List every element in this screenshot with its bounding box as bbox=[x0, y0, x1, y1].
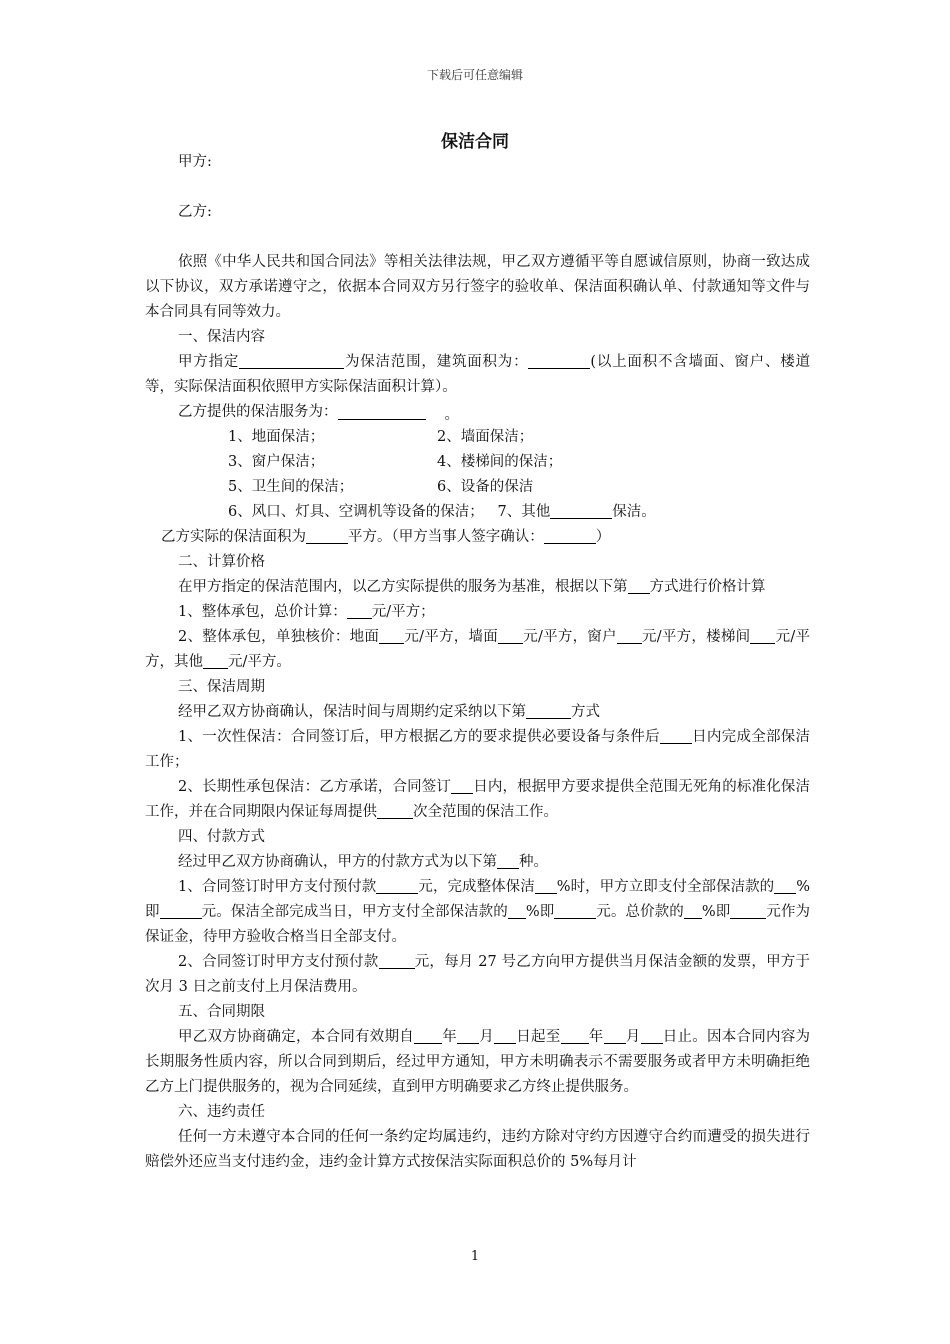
blank-field[interactable] bbox=[306, 527, 348, 544]
cycle-option-1: 1、一次性保洁：合同签订后，甲方根据乙方的要求提供必要设备与条件后 日内完成全部保洁工作； bbox=[145, 729, 810, 770]
breach-paragraph: 任何一方未遵守本合同的任何一条约定均属违约，违约方除对守约方因遵守合约而遭受的损失进行赔偿外还应当支付违约金，违约金计算方式按保洁实际面积总价的 5%每月计 bbox=[145, 1129, 810, 1170]
blank-field[interactable] bbox=[508, 902, 526, 919]
list-item: 1、地面保洁； 2、墙面保洁； bbox=[228, 429, 534, 445]
payment-option-1: 1、合同签订时甲方支付预付款 元，完成整体保洁 %时，甲方立即支付全部保洁款的 %即 元。保洁全部完成当日，甲方支付全部保洁款的 %即 元。总价款的 %即 元作为保证金，待甲方验收合格当日全部支付。 bbox=[145, 879, 811, 945]
price-paragraph: 在甲方指定的保洁范围内，以乙方实际提供的服务为基准，根据以下第 方式进行价格计算 bbox=[178, 579, 766, 595]
cycle-paragraph: 经甲乙双方协商确认，保洁时间与周期约定采纳以下第 方式 bbox=[178, 704, 600, 720]
blank-field[interactable] bbox=[535, 877, 557, 894]
blank-field[interactable] bbox=[561, 1027, 589, 1044]
blank-field[interactable] bbox=[377, 802, 413, 819]
blank-field[interactable] bbox=[414, 1027, 442, 1044]
document-body bbox=[145, 150, 810, 1175]
term-paragraph: 甲乙双方协商确定，本合同有效期自 年 月 日起至 年 月 日止。因本合同内容为长期服务性质内容，所以合同到期后，经过甲方通知，甲方未明确表示不需要服务或者甲方未明确拒绝乙方上门提供服务的，视为合同延续，直到甲方明确要求乙方终止提供服务。 bbox=[145, 1029, 810, 1095]
blank-field[interactable] bbox=[203, 652, 228, 669]
blank-field[interactable] bbox=[628, 577, 650, 594]
blank-field[interactable] bbox=[376, 877, 418, 894]
blank-field[interactable]: 。 bbox=[338, 403, 426, 420]
blank-field[interactable] bbox=[617, 627, 642, 644]
service-line: 乙方提供的保洁服务为： 。 bbox=[178, 404, 459, 423]
blank-field[interactable] bbox=[554, 902, 596, 919]
service-items-list bbox=[228, 425, 810, 525]
page-header: 下载后可任意编辑 bbox=[426, 68, 523, 82]
price-option-1: 1、整体承包，总价计算： 元/平方； bbox=[178, 604, 435, 620]
blank-field[interactable] bbox=[451, 777, 473, 794]
section-heading-content: 一、保洁内容 bbox=[178, 329, 265, 345]
blank-field[interactable] bbox=[526, 702, 571, 719]
scope-paragraph: 甲方指定 为保洁范围，建筑面积为： (以上面积不含墙面、窗户、楼道等，实际保洁面积依照甲方实际保洁面积计算）。 bbox=[145, 354, 811, 395]
cycle-option-2: 2、长期性承包保洁：乙方承诺，合同签订 日内，根据甲方要求提供全范围无死角的标准化保洁工作，并在合同期限内保证每周提供 次全范围的保洁工作。 bbox=[145, 779, 810, 820]
blank-field[interactable] bbox=[684, 902, 702, 919]
price-option-2: 2、整体承包，单独核价：地面 元/平方，墙面 元/平方，窗户 元/平方，楼梯间 元/平方，其他 元/平方。 bbox=[145, 629, 810, 670]
intro-paragraph: 依照《中华人民共和国合同法》等相关法律法规，甲乙双方遵循平等自愿诚信原则，协商一致达成以下协议，双方承诺遵守之，依据本合同双方另行签字的验收单、保洁面积确认单、付款通知等文件与本合同具有同等效力。 bbox=[145, 254, 810, 320]
party-b-label: 乙方: bbox=[178, 204, 212, 220]
blank-field[interactable] bbox=[774, 877, 796, 894]
blank-field[interactable] bbox=[730, 902, 766, 919]
blank-field[interactable] bbox=[379, 627, 404, 644]
payment-option-2: 2、合同签订时甲方支付预付款 元，每月 27 号乙方向甲方提供当月保洁金额的发票，甲方于次月 3 日之前支付上月保洁费用。 bbox=[145, 954, 810, 995]
party-a-label: 甲方: bbox=[178, 154, 212, 170]
section-heading-payment: 四、付款方式 bbox=[178, 829, 265, 845]
blank-field[interactable] bbox=[604, 1027, 626, 1044]
blank-field[interactable] bbox=[750, 627, 775, 644]
blank-field[interactable] bbox=[641, 1027, 663, 1044]
list-item: 3、窗户保洁； 4、楼梯间的保洁； bbox=[228, 454, 563, 470]
list-item: 5、卫生间的保洁； 6、设备的保洁 bbox=[228, 479, 534, 495]
blank-field[interactable] bbox=[379, 952, 415, 969]
blank-field[interactable] bbox=[494, 1027, 516, 1044]
blank-field[interactable] bbox=[457, 1027, 479, 1044]
section-heading-term: 五、合同期限 bbox=[178, 1004, 265, 1020]
blank-field[interactable] bbox=[347, 602, 372, 619]
list-item: 6、风口、灯具、空调机等设备的保洁； 7、其他 保洁。 bbox=[228, 504, 656, 520]
blank-field[interactable] bbox=[550, 502, 612, 519]
blank-field[interactable] bbox=[497, 852, 519, 869]
section-heading-price: 二、计算价格 bbox=[178, 554, 265, 570]
document-title: 保洁合同 bbox=[441, 132, 509, 152]
section-heading-breach: 六、违约责任 bbox=[178, 1104, 265, 1120]
blank-field[interactable] bbox=[498, 627, 523, 644]
blank-field[interactable] bbox=[160, 902, 202, 919]
blank-field[interactable] bbox=[544, 527, 596, 544]
blank-field[interactable] bbox=[528, 352, 590, 369]
blank-field[interactable] bbox=[239, 352, 344, 369]
blank-field[interactable] bbox=[660, 727, 692, 744]
area-confirm-line: 乙方实际的保洁面积为 平方。（甲方当事人签字确认： ） bbox=[161, 529, 611, 545]
section-heading-cycle: 三、保洁周期 bbox=[178, 679, 265, 695]
payment-paragraph: 经过甲乙双方协商确认，甲方的付款方式为以下第 种。 bbox=[178, 854, 548, 870]
page-number: 1 bbox=[470, 1249, 480, 1264]
